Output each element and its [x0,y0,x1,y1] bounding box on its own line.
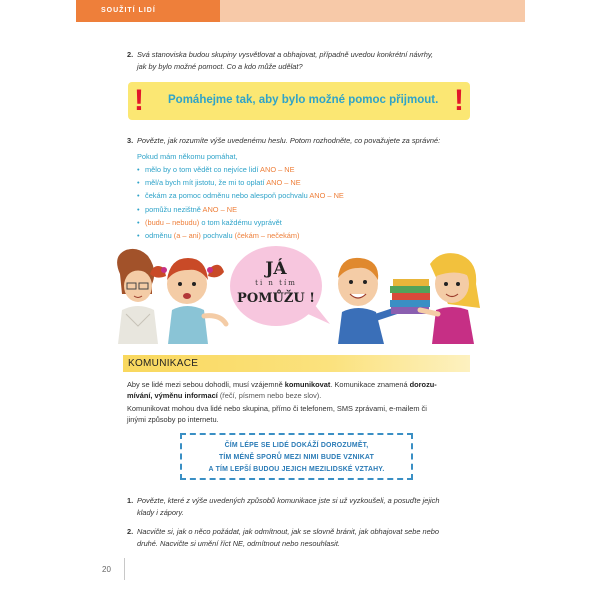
exclamation-icon: ! [134,84,144,117]
exclamation-icon: ! [454,84,464,117]
list-item: • odměnu (a – ani) pochvalu (čekám – nečekám) [137,229,344,242]
task-text-line: klady i zápory. [137,508,184,517]
list-item: • (budu – nebudu) o tom každému vyprávět [137,216,344,229]
options-list [137,163,344,242]
task-3 [127,135,482,147]
task-text-line: Povězte, které z výše uvedených způsobů komunikace jste si už vyzkoušeli, a posuďte jejich [137,496,440,505]
task-text-line: Svá stanoviska budou skupiny vysvětlovat a obhajovat, případně uvedou konkrétní návrhy, [137,50,434,59]
motto-line: TÍM MÉNĚ SPORŮ MEZI NIMI BUDE VZNIKAT [218,454,375,461]
boy-with-books-illustration [338,258,398,344]
task-number: 2. [127,527,134,536]
choice-options: ANO – NE [309,191,344,201]
choice-options: (budu – nebudu) [145,217,200,227]
task-text-line: druhé. Nacvičte si umění říct NE, odmítnout nebo nesouhlasit. [137,539,340,548]
list-item: • pomůžu nezištně ANO – NE [137,203,344,216]
section-title: KOMUNIKACE [128,358,199,369]
list-item: • mělo by o tom vědět co nejvíce lidí ANO – NE [137,163,344,176]
list-item: • měl/a bych mít jistotu, že mi to oplatí ANO – NE [137,176,344,189]
task-text-line: jak by bylo možné pomoct. Co a kdo může udělat? [137,62,303,71]
task-2 [127,49,477,73]
task-number: 2. [127,50,134,59]
speech-bubble [230,246,330,326]
task-2-communication [127,526,482,550]
task-text-line: Nacvičte si, jak o něco požádat, jak odmítnout, jak se slovně bránit, jak obhajovat sebe nebo [137,527,439,536]
section-header-tab: SOUŽITÍ LIDÍ [76,0,220,22]
page-number: 20 [102,565,111,574]
choice-options: (čekám – nečekám) [234,231,300,241]
girl-with-pigtails-illustration [150,258,226,344]
channels-paragraph: Komunikovat mohou dva lidé nebo skupina, přímo či telefonem, SMS zprávami, e-mailem či jinými způsoby po internetu. [127,404,427,425]
list-intro: Pokud mám někomu pomáhat, [137,152,238,161]
motto-callout [128,82,470,120]
choice-options: (a – ani) [173,231,201,241]
choice-options: ANO – NE [260,165,295,174]
motto-box [180,433,413,480]
girl-with-glasses-illustration [117,249,158,344]
task-number: 3. [127,136,134,145]
choice-options: ANO – NE [202,204,238,214]
task-1-communication [127,495,482,519]
motto-line: ČÍM LÉPE SE LIDÉ DOKÁŽÍ DOROZUMĚT, [224,442,369,449]
motto-line: A TÍM LEPŠÍ BUDOU JEJICH MEZILIDSKÉ VZTAHY. [208,466,385,473]
task-text-line: Povězte, jak rozumíte výše uvedenému heslu. Potom rozhodněte, co považujete za správné: [137,136,441,145]
callout-text: Pomáhejme tak, aby bylo možné pomoc přijmout. [168,94,439,106]
cartoon-illustration [108,244,488,344]
definition-paragraph: Aby se lidé mezi sebou dohodli, musí vzájemně komunikovat. Komunikace znamená dorozu- mívání, výměnu informací (řečí, písmem nebo beze slov). [127,380,437,401]
bubble-line-2: ti n tím [255,279,297,287]
bubble-line-3: POMŮŽU ! [237,291,315,306]
list-item: • čekám za pomoc odměnu nebo alespoň pochvalu ANO – NE [137,189,344,202]
choice-options: ANO – NE [266,178,301,188]
bubble-line-1: JÁ [265,259,287,279]
page-divider [124,558,125,580]
task-number: 1. [127,496,134,505]
